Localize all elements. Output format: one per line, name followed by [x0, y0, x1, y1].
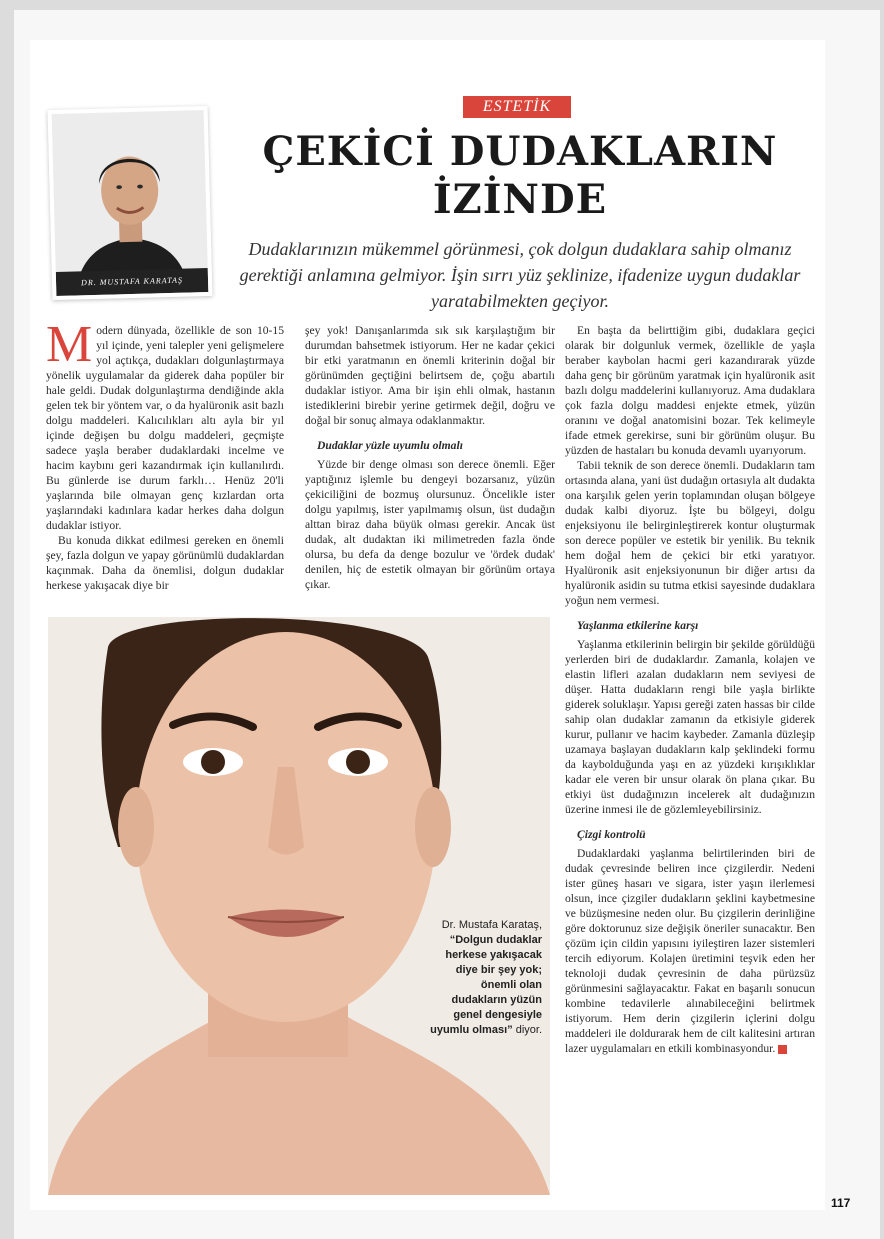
text-column-1	[46, 316, 284, 593]
text-column-2	[305, 323, 555, 592]
page-number: 117	[831, 1196, 851, 1210]
subheading: Dudaklar yüzle uyumlu olmalı	[317, 439, 463, 452]
subheading: Yaşlanma etkilerine karşı	[577, 619, 699, 632]
quote-tail: diyor.	[515, 1024, 542, 1036]
article-lead: Dudaklarınızın mükemmel görünmesi, çok dolgun dudaklara sahip olmanız gerektiği anlamına gelmiyor. İşin sırrı yüz şeklinize, ifadenize uygun dudaklar yaratabilmekten geçiyor.	[239, 239, 801, 311]
text-column-3	[565, 323, 815, 1056]
model-face-image	[48, 617, 550, 1195]
portrait-caption: DR. MUSTAFA KARATAŞ	[56, 268, 209, 296]
pull-quote	[430, 918, 542, 1038]
model-photo	[48, 617, 550, 1195]
drop-cap: M	[46, 316, 93, 373]
paragraph-text: odern dünyada, özellikle de son 10-15 yıl içinde, yeni talepler yeni gelişmelere yol açtıkça, dudakları dolgunlaştırmaya yönelik uygulamalar da giderek daha popüler bir hale geldi. Dudak dolgunlaştırma dendiğinde akla gelen tek bir yöntem var, o da hyalüronik asit bazlı dolgu maddeleri. Kalıcılıkları altı ayla bir yıl içinde değişen bu dolgu maddeleri, geçmişte sadece yaşla beraber dudaklardaki incelme ve hacim kaybını geri kazandırmak için kullanılırdı. Bu günlerde ise durum farklı… Henüz 20'li yaşlarında bile olmayan genç kızlardan orta yaşlarındaki kadınlara kadar herkes daha dolgun dudaklar istiyor.	[46, 324, 284, 532]
paragraph: şey yok! Danışanlarımda sık sık karşılaştığım bir durumdan bahsetmek istiyorum. Her ne kadar çekici bir etki yaratmanın en önemli kriterinin doğal bir görünümden geçtiğini belirtsem de, çoğu abartılı dudaklar istiyor. Ama bir işin ehli olmak, hastanın istediklerini birebir yerine getirmek değil, doğru ve doğal bir sonuç almaya odaklanmaktır.	[305, 324, 555, 427]
quote-name: Dr. Mustafa Karataş,	[441, 919, 542, 931]
paragraph: Tabii teknik de son derece önemli. Dudakların tam ortasında alana, yani üst dudağın ortasıyla alt dudakta ona karşılık gelen yerin toplamından oluşan bölgeye dudak kalbi diyoruz. İşte bu bölgeyi, dolgu enjeksiyonu ile belirginleştirerek kontur oluşturmak son derece popüler ve estetik bir yenilik. Bu teknik hem doğal hem de çekici bir etki yaratıyor. Hyalüronik asit enjeksiyonunun bir diğer artısı da hyalüronik asidin su tutma etkisi sayesinde dudaklara yoğun nem vermesi.	[565, 459, 815, 607]
paragraph: Yüzde bir denge olması son derece önemli. Eğer yaptığınız işlemle bu dengeyi bozarsanız, yüzün çekiciliğini de bozmuş olursunuz. Öncelikle ister dolgu yapılmış, ister yapılmamış olsun, üst dudağın alttan biraz daha büyük olması gerekir. Ancak üst dudak, alt dudaktan iki milimetreden fazla önde olursa, bu defa da denge bozulur ve 'ördek dudak' denilen, hiç de estetik olmayan bir görünüm ortaya çıkar.	[305, 458, 555, 591]
paragraph: Yaşlanma etkilerinin belirgin bir şekilde görüldüğü yerlerden biri de dudaklardır. Zamanla, kolajen ve elastin lifleri azalan dudakların nem seviyesi de düşer. Hatta dudakların rengi bile yaşla birlikte giderek soluklaşır. Yapısı gereği zaten hassas bir cilde sahip olan dudaklar zamanın da etkisiyle giderek kurur, pullanır ve hacim kaybeder. Zamanla düzleşip uzamaya başlayan dudakların kalp şeklindeki formu da kaybolduğunda yaşı en az yüzdeki kırışıklıklar kadar ele veren bir unsur olarak ön plana çıkar. Bu etkiyi üst dudağınızın incelerek alt dudağınızın üzerine inmesi ile de gözlemleyebilirsiniz.	[565, 638, 815, 816]
paragraph-text: Dudaklardaki yaşlanma belirtilerinden biri de dudak çevresinde beliren ince çizgilerdir. Nedeni ister güneş hasarı ve sigara, ister yaşın ilerlemesi olsun, ince çizgiler dudakların şeklini kaybetmesine ve büzüşmesine neden olur. Bu çizgilerin derinliğine göre doktorunuz size değişik öneriler sunacaktır. Ben çözüm için cildin yapısını iyileştiren lazer sistemleri tercih ediyorum. Kolajen üretimini teşvik eden her teknoloji dudak çevresinin de daha pürüzsüz görünmesini sağlayacaktır. Fakat en başarılı sonucun kombine tedavilerle alınabileceğini belirtmek istiyorum. Hem derin çizgilerin içlerini dolgu maddeleri ile doldurarak hem de cilt kalitesini artıran lazer uygulamaları en etkili kombinasyondur.	[565, 847, 815, 1055]
end-mark-icon: H	[778, 1045, 787, 1054]
article-title	[220, 128, 820, 224]
subheading: Çizgi kontrolü	[577, 828, 646, 841]
paragraph: En başta da belirttiğim gibi, dudaklara geçici olarak bir dolgunluk vermek, özellikle de yaşla beraber kaybolan hacmi geri kazandırarak yüzde daha genç bir görünüm yaratmak için hyalüronik asit bazlı dolgu maddelerini kullanıyoruz. Ama dudaklara çok fazla dolgu maddesi enjekte etmek, yüzün oranını ve doğal anatomisini bozar. Tek kelimeyle ifade etmek gerekirse, suni bir görünüm oluşur. Bu yüzden de hastaları bu konuda devamlı uyarıyorum.	[565, 324, 815, 457]
title-line-2: İZİNDE	[432, 176, 608, 223]
paragraph	[46, 316, 284, 533]
paragraph	[565, 846, 815, 1056]
quote-text: “Dolgun dudaklar herkese yakışacak diye bir şey yok; önemli olan dudakların yüzün genel dengesiyle uyumlu olması”	[430, 934, 542, 1036]
title-line-1: ÇEKİCİ DUDAKLARIN	[262, 128, 778, 175]
author-portrait	[48, 106, 213, 300]
paragraph: Bu konuda dikkat edilmesi gereken en önemli şey, fazla dolgun ve yapay görünümlü dudaklardan kaçınmak. Daha da önemlisi, dolgun dudaklar herkese yakışacak diye bir	[46, 534, 284, 592]
category-badge: ESTETİK	[463, 96, 571, 118]
